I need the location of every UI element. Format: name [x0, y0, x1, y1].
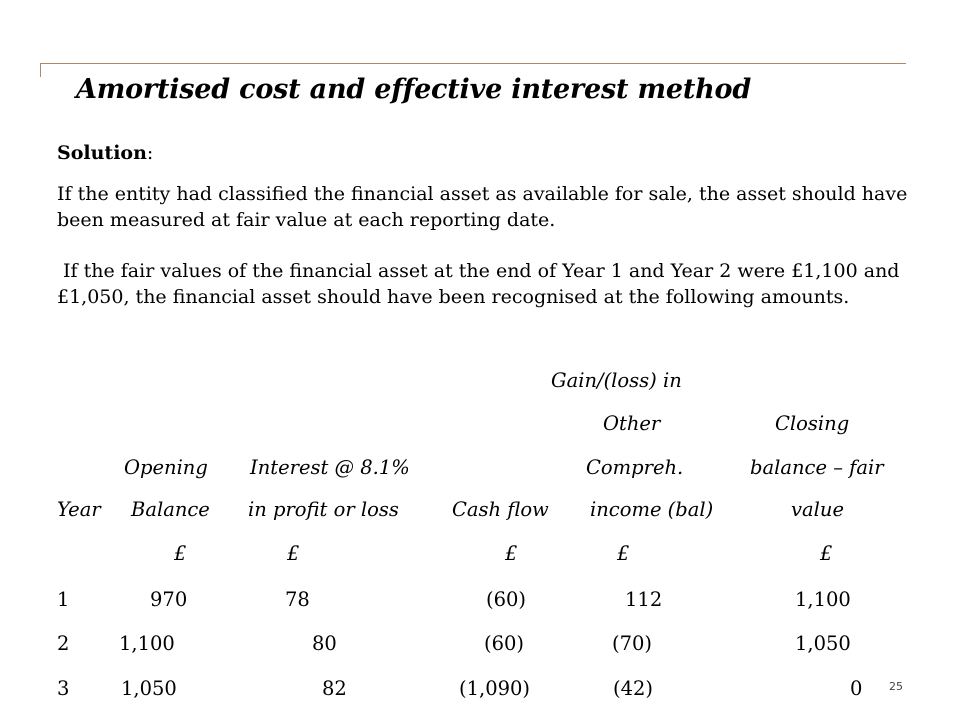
table-row-3-opening: 1,050 [121, 677, 177, 700]
table-row-3-year: 3 [57, 677, 70, 700]
table-row-1-cashflow: (60) [486, 588, 527, 611]
header-interest-line2: in profit or loss [248, 498, 399, 521]
table-row-2-opening: 1,100 [119, 632, 175, 655]
header-gain-line4: income (bal) [590, 498, 714, 521]
table-row-1-closing: 1,100 [795, 588, 851, 611]
slide-title: Amortised cost and effective interest method [76, 74, 752, 105]
header-opening-line2: Balance [131, 498, 210, 521]
table-row-2-year: 2 [57, 632, 70, 655]
header-cashflow: Cash flow [452, 498, 549, 521]
page-number: 25 [889, 680, 903, 693]
header-gain-line1: Gain/(loss) in [551, 369, 682, 392]
header-closing-line3: value [791, 498, 844, 521]
header-opening-line1: Opening [124, 456, 208, 479]
solution-label: Solution [57, 142, 147, 164]
table-row-1-opening: 970 [150, 588, 188, 611]
table-row-3-closing: 0 [850, 677, 863, 700]
currency-opening: £ [174, 542, 187, 565]
title-frame-top-line [40, 63, 906, 64]
table-row-3-cashflow: (1,090) [459, 677, 531, 700]
table-row-3-interest: 82 [322, 677, 347, 700]
table-row-2-oci: (70) [612, 632, 653, 655]
paragraph-available-for-sale: If the entity had classified the financial asset as available for sale, the asset should have been measured at fair value at each reporting date. [57, 183, 908, 231]
header-gain-line3: Compreh. [586, 456, 684, 479]
table-row-1-oci: 112 [625, 588, 663, 611]
title-frame-left-line [40, 63, 41, 77]
table-row-1-interest: 78 [285, 588, 310, 611]
currency-oci: £ [617, 542, 630, 565]
currency-closing: £ [820, 542, 833, 565]
solution-colon: : [146, 142, 154, 164]
header-closing-line1: Closing [775, 412, 850, 435]
table-row-2-closing: 1,050 [795, 632, 851, 655]
table-row-2-cashflow: (60) [484, 632, 525, 655]
header-year: Year [57, 498, 101, 521]
currency-cashflow: £ [505, 542, 518, 565]
table-row-2-interest: 80 [312, 632, 337, 655]
currency-interest: £ [287, 542, 300, 565]
header-interest-line1: Interest @ 8.1% [250, 456, 410, 479]
solution-heading [57, 140, 917, 166]
paragraph-fair-values: If the fair values of the financial asset at the end of Year 1 and Year 2 were £1,100 and £1,050, the financial asset should have been recognised at the following amounts. [57, 260, 906, 308]
header-closing-line2: balance – fair [750, 456, 884, 479]
header-gain-line2: Other [603, 412, 661, 435]
table-row-3-oci: (42) [613, 677, 654, 700]
table-row-1-year: 1 [57, 588, 70, 611]
